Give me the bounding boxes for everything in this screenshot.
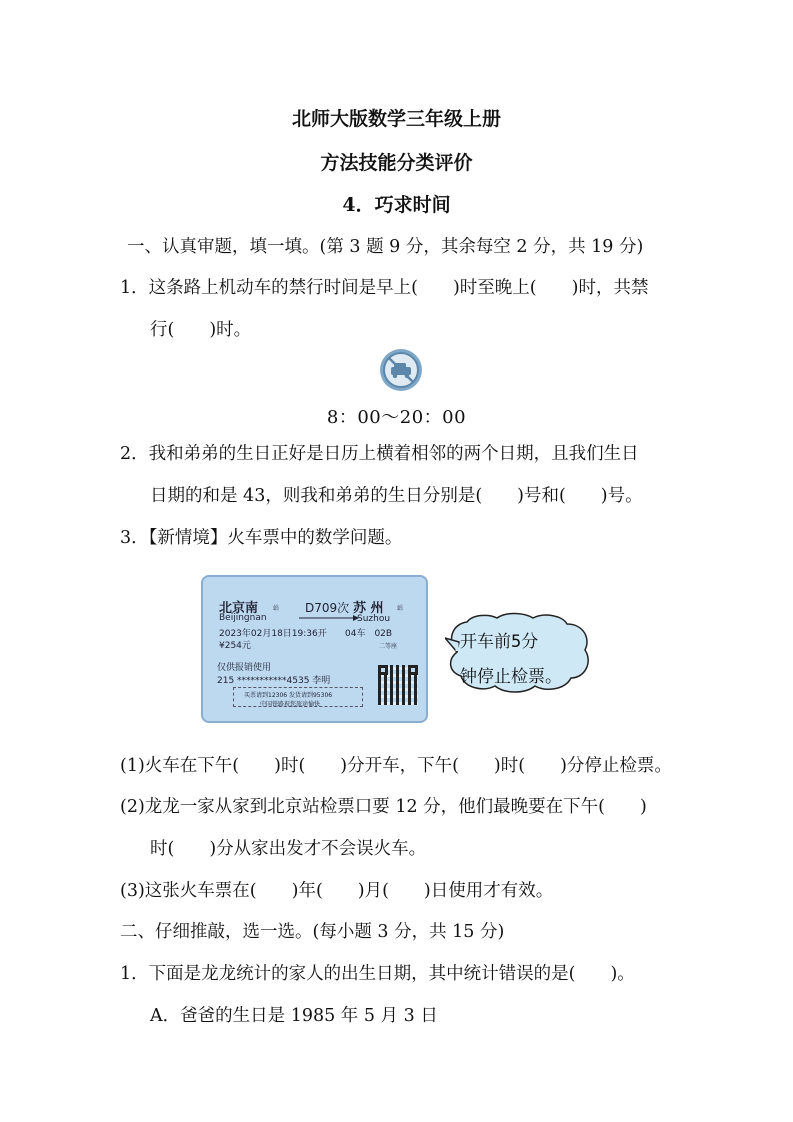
question-1-line2: 行( )时。 [150,320,252,340]
lesson-title: 4．巧求时间 [342,194,451,216]
section2-heading: 二、仔细推敲，选一选。(每小题 3 分，共 15 分) [120,922,505,942]
ticket-arrow-icon [299,614,359,622]
question-3-intro: 3．【新情境】火车票中的数学问题。 [120,528,403,548]
section1-heading: 一、认真审题，填一填。(第 3 题 9 分，其余每空 2 分，共 19 分) [127,237,644,257]
ticket-notice-line2: 中国铁路祝您旅途愉快 [260,701,321,708]
ticket-to-en: Suzhou [357,614,391,624]
page-title: 北师大版数学三年级上册 [291,108,501,130]
section2-question-1: 1．下面是龙龙统计的家人的出生日期，其中统计错误的是( )。 [120,964,635,984]
question-3-3: (3)这张火车票在( )年( )月( )日使用才有效。 [120,881,554,901]
question-2-line2: 日期的和是 43，则我和弟弟的生日分别是( )号和( )号。 [150,486,643,506]
question-3-2-line1: (2)龙龙一家从家到北京站检票口要 12 分，他们最晚要在下午( ) [120,797,647,817]
ticket-from-station: 北京南 [219,601,259,616]
ticket-datetime: 2023年02月18日19:36开 [219,629,327,639]
ticket-price: ¥254元 [219,641,251,651]
question-3-1: (1)火车在下午( )时( )分开车，下午( )时( )分停止检票。 [120,756,672,776]
ticket-from-en: Beijingnan [219,613,267,623]
section2-option-a: A．爸爸的生日是 1985 年 5 月 3 日 [150,1006,438,1026]
ticket-seat: 04车 02B [345,629,393,639]
ticket-reimburse-note: 仅供报销使用 [217,663,272,673]
bubble-text-line2: 钟停止检票。 [460,667,562,687]
no-motor-vehicle-icon [379,348,423,392]
ticket-passenger-id: 215 ***********4535 李明 [217,676,331,686]
page-subtitle: 方法技能分类评价 [320,152,473,174]
ticket-to-station: 苏 州 [353,601,384,616]
ticket-from-suffix: 站 [273,605,280,612]
qr-code-icon [378,665,418,705]
train-ticket [201,575,428,723]
question-1-line1: 1．这条路上机动车的禁行时间是早上( )时至晚上( )时，共禁 [120,278,649,298]
ticket-class: 二等座 [379,643,398,650]
ticket-notice-line1: 买票请到12306 发货请到95306 [244,692,333,699]
ticket-notice-box [233,687,363,707]
question-2-line1: 2．我和弟弟的生日正好是日历上横着相邻的两个日期，且我们生日 [120,444,639,464]
ticket-train-number: D709次 [305,601,350,615]
prohibited-time-caption: 8：00～20：00 [326,407,467,428]
question-3-2-line2: 时( )分从家出发才不会误火车。 [150,839,427,859]
ticket-to-suffix: 站 [397,605,404,612]
bubble-text-line1: 开车前5分 [460,632,539,652]
